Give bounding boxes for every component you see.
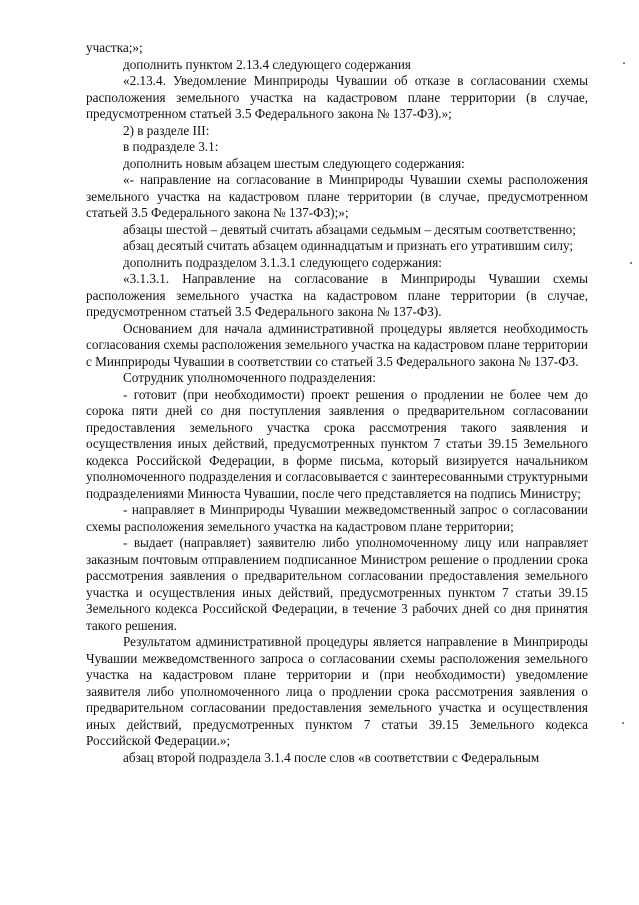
paragraph-3: «2.13.4. Уведомление Минприроды Чувашии об отказе в согласовании схемы расположения земельного участка на кадастровом плане территории (в случае, предусмотренном статьей 3.5 Федерального закона № 137-ФЗ).»;	[86, 73, 588, 121]
paragraph-16: - выдает (направляет) заявителю либо уполномоченному лицу или направляет заказным почтовым отправлением подписанное Министром решение о продлении срока рассмотрения заявления о предварительном согласовании предоставления земельного участка и осуществления иных действий, предусмотренных пунктом 7 статьи 39.15 Земельного кодекса Российской Федерации, в течение 3 рабочих дней со дня принятия такого решения.	[86, 535, 588, 633]
paragraph-17: Результатом административной процедуры является направление в Минприроды Чувашии межведомственного запроса о согласовании схемы расположения земельного участка на кадастровом плане территории и (при необходимости) уведомление заявителя либо уполномоченного лица о продлении срока рассмотрения заявления о предварительном согласовании предоставления земельного участка и осуществления иных действий, предусмотренных пунктом 7 статьи 39.15 Земельного кодекса Российской Федерации.»;	[86, 634, 588, 748]
document-page	[86, 40, 588, 766]
paragraph-9: абзац десятый считать абзацем одиннадцатым и признать его утратившим силу;	[123, 238, 574, 253]
scan-speck	[622, 722, 624, 724]
paragraph-10: дополнить подразделом 3.1.3.1 следующего содержания:	[123, 254, 442, 270]
paragraph-7: «- направление на согласование в Минприроды Чувашии схемы расположения земельного участка на кадастровом плане территории (в случае, предусмотренном статьей 3.5 Федерального закона № 137-ФЗ);»;	[86, 172, 588, 220]
paragraph-15: - направляет в Минприроды Чувашии межведомственный запрос о согласовании схемы расположения земельного участка на кадастровом плане территории;	[86, 502, 588, 534]
paragraph-14: - готовит (при необходимости) проект решения о продлении не более чем до сорока пяти дней со дня поступления заявления о предварительном согласовании предоставления земельного участка срока рассмотрения такого заявления и осуществления иных действий, предусмотренных пунктом 7 статьи 39.15 Земельного кодекса Российской Федерации, в форме письма, который визируется начальником уполномоченного подразделения и согласовывается с заинтересованными структурными подразделениями Минюста Чувашии, после чего представляется на подпись Министру;	[86, 386, 588, 501]
scan-speck	[623, 62, 625, 64]
paragraph-1: участка;»;	[86, 40, 143, 55]
paragraph-13: Сотрудник уполномоченного подразделения:	[123, 370, 376, 385]
paragraph-6: дополнить новым абзацем шестым следующего содержания:	[123, 155, 465, 171]
scan-speck	[630, 262, 632, 264]
paragraph-11: «3.1.3.1. Направление на согласование в Минприроды Чувашии схемы расположения земельного участка на кадастровом плане территории (в случае, предусмотренном статьей 3.5 Федерального закона № 137-ФЗ).	[86, 271, 588, 319]
paragraph-2: дополнить пунктом 2.13.4 следующего содержания	[123, 56, 411, 72]
paragraph-8: абзацы шестой – девятый считать абзацами седьмым – десятым соответственно;	[123, 221, 576, 237]
paragraph-12: Основанием для начала административной процедуры является необходимость согласования схемы расположения земельного участка на кадастровом плане территории с Минприроды Чувашии в соответствии со статьей 3.5 Федерального закона № 137-ФЗ.	[86, 320, 588, 369]
paragraph-5: в подразделе 3.1:	[123, 139, 219, 154]
paragraph-18: абзац второй подраздела 3.1.4 после слов «в соответствии с Федеральным	[123, 749, 540, 765]
paragraph-4: 2) в разделе III:	[123, 122, 210, 138]
